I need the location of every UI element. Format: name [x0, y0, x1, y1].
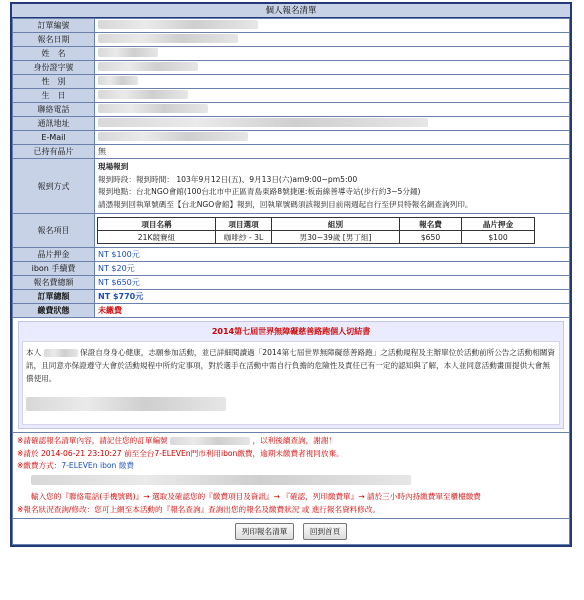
label-order-total: 訂單總額	[13, 290, 95, 304]
method-note: 請憑報到回執單號碼至【台北NGO會館】報到，回執單號碼須該報到目前兩週起自行至伊貝特報名網查詢列印。	[98, 199, 473, 209]
button-bar	[13, 519, 570, 545]
notes-cell	[13, 433, 570, 519]
redacted-id-no	[98, 62, 198, 71]
note-order-no	[17, 435, 565, 448]
redacted-name	[98, 48, 158, 57]
item-name: 21K競賽組	[98, 231, 216, 244]
home-button[interactable]: 回到首頁	[303, 523, 347, 540]
method-heading: 現場報到	[98, 162, 129, 171]
item-group: 男30~39歲 [男丁組]	[272, 231, 400, 244]
label-deposit: 晶片押金	[13, 248, 95, 262]
oath-title: 2014第七屆世界無障礙慈善路跑個人切結書	[211, 327, 371, 336]
label-method: 報到方式	[13, 159, 95, 214]
method-time: 報到時段：報到時間： 103年9月12日(五)、9月13日(六)am9:00~pm5:00	[98, 174, 358, 184]
label-id-no: 身份證字號	[13, 61, 95, 75]
note-order-no-text: ※請確認報名清單內容，請記住您的訂單編號	[17, 436, 168, 445]
item-deposit: $100	[462, 231, 535, 244]
note-pay-method-label: ※繳費方式：	[17, 461, 62, 470]
label-ibon-fee: ibon 手續費	[13, 262, 95, 276]
pay-status-value: 未繳費	[95, 304, 570, 318]
signup-list-panel	[10, 2, 572, 547]
redacted-email	[98, 132, 248, 141]
item-fee: $650	[400, 231, 462, 244]
signup-detail-table	[12, 18, 570, 545]
redacted-phone	[98, 104, 208, 113]
redacted-ibon-banner	[31, 475, 411, 485]
redacted-signature	[26, 397, 226, 411]
table-row	[98, 231, 535, 244]
label-order-no: 訂單編號	[13, 19, 95, 33]
note-query: ※報名狀況查詢/修改：您可上網至本活動的『報名查詢』查詢出您的報名及繳費狀況 或 進行報名資料修改。	[17, 504, 381, 514]
label-signup-date: 報名日期	[13, 33, 95, 47]
items-header-group: 組別	[272, 218, 400, 231]
order-total-value: NT $770元	[95, 290, 570, 304]
ibon-fee-value: NT $20元	[95, 262, 570, 276]
oath-text: 保證自身身心健康，志願參加活動，並已詳細閱讀過「2014第七屆世界無障礙慈善路跑」之活動規程及主辦單位於活動前所公告之活動相關資訊，且同意亦保證遵守大會於活動規程中所約定事項，對於選手在活動中需自行負擔的危險性及責任已有一定的認知與了解，本人並同意活動畫面提供大會無償使用。	[26, 348, 555, 383]
note-deadline: ※請於 2014-06-21 23:10:27 前至全台7-ELEVEn門市利用ibon繳費，逾期未繳費者視同放棄。	[17, 448, 344, 458]
items-header-name: 項目名稱	[98, 218, 216, 231]
label-name: 姓 名	[13, 47, 95, 61]
redacted-birthday	[98, 90, 188, 99]
redacted-signup-date	[98, 34, 238, 43]
oath-cell	[13, 318, 570, 433]
redacted-ibon-image	[17, 475, 565, 490]
oath-body	[22, 341, 560, 425]
label-gender: 性 別	[13, 75, 95, 89]
label-birthday: 生 日	[13, 89, 95, 103]
note-pay-method	[17, 460, 565, 473]
method-place: 報到地點：台北NGO會館(100台北市中正區青島東路8號捷運:板南線善導寺站(步行約3~5分鐘)	[98, 187, 421, 196]
items-header-option: 項目選項	[216, 218, 272, 231]
label-address: 通訊地址	[13, 117, 95, 131]
page-title: 個人報名清單	[12, 4, 570, 18]
redacted-gender	[98, 76, 138, 85]
redacted-note-order-no	[170, 437, 250, 445]
items-cell	[95, 214, 570, 248]
label-has-goods: 已持有晶片	[13, 145, 95, 159]
oath-text-start: 本人	[26, 348, 42, 357]
print-list-button[interactable]: 列印報名清單	[235, 523, 295, 540]
note-pay-method-value: 7-ELEVEn ibon 繳費	[61, 461, 134, 470]
label-pay-status: 繳費狀態	[13, 304, 95, 318]
note-order-no-tail: ，以利後續查詢，謝謝！	[252, 436, 337, 445]
label-items: 報名項目	[13, 214, 95, 248]
label-email: E-Mail	[13, 131, 95, 145]
label-phone: 聯絡電話	[13, 103, 95, 117]
has-goods-value: 無	[95, 145, 570, 159]
redacted-oath-name	[44, 349, 78, 357]
label-fee-total: 報名費總額	[13, 276, 95, 290]
item-option: 咖啡紗 - 3L	[216, 231, 272, 244]
note-ibon-steps: 輸入您的『聯絡電話(手機號碼)』→ 選取及確認您的『繳費項目及資訊』→ 『確認，列印繳費單』→ 請於三小時內持繳費單至櫃檯繳費	[31, 492, 481, 501]
method-details	[95, 159, 570, 214]
redacted-order-no	[98, 20, 258, 29]
items-table	[97, 217, 535, 244]
items-header-fee: 報名費	[400, 218, 462, 231]
redacted-address	[98, 118, 428, 127]
items-header-deposit: 晶片押金	[462, 218, 535, 231]
oath-box	[18, 321, 564, 429]
fee-total-value: NT $650元	[95, 276, 570, 290]
deposit-value: NT $100元	[95, 248, 570, 262]
